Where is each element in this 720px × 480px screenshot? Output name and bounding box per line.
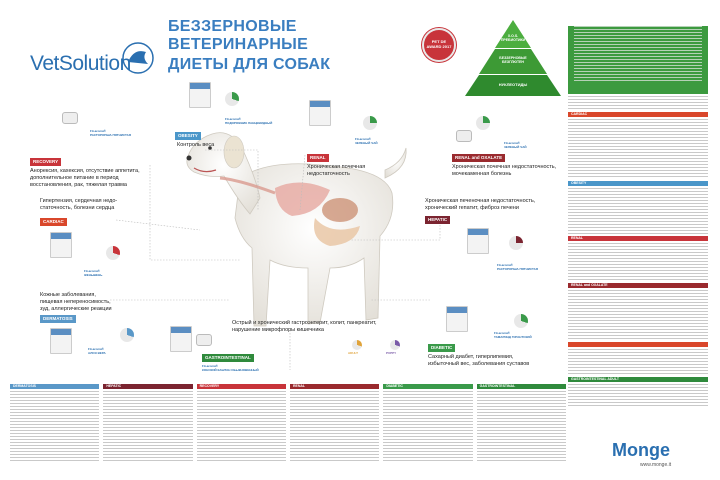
- diabetic-description: Сахарный диабет, гиперлипемия, избыточный вес, заболевания суставов: [428, 354, 530, 368]
- cardiac-label: CARDIAC: [40, 218, 67, 226]
- gastro-product-can: [196, 334, 212, 346]
- bottom-section-dermatosis-label: DERMATOSIS: [10, 384, 99, 389]
- right-panel-text: [568, 96, 708, 110]
- diabetic-product-bag: [446, 306, 468, 332]
- renal-pie-chart: [363, 116, 377, 130]
- obesity-feature: Fit-aroma® ПОДОРОЖНИК ЛАНЦЕВИДНЫЙ: [225, 117, 273, 125]
- monge-url: www.monge.it: [640, 462, 672, 468]
- dermatosis-description: Кожные заболевания, пищевая непереносимость, зуд, аллергические реакции: [40, 292, 112, 313]
- recovery-product-can: [62, 112, 78, 124]
- renal-oxalate-pie-chart: [476, 116, 490, 130]
- organ-liver: [322, 198, 358, 222]
- renal-oxalate-label: RENAL and OXALATE: [452, 154, 505, 162]
- renal-oxalate-product-can: [456, 130, 472, 142]
- diabetic-feature: Fit-aroma® ТАМАРИНД ГИГАНТСКИЙ: [494, 331, 532, 339]
- gastro-puppy-tag: PUPPY: [386, 351, 397, 355]
- dermatosis-pie-chart: [120, 328, 134, 342]
- pyramid-top-label: X.O.S. ПРЕБИОТИКИ: [500, 34, 526, 42]
- cardiac-feature: Fit-aroma® ЖЕНЬШЕНЬ: [84, 269, 103, 277]
- renal-oxalate-description: Хроническая почечная недостаточность, мочекаменная болезнь: [452, 164, 557, 178]
- bottom-section-diabetic: [383, 384, 472, 464]
- bottom-section-gastro-label: GASTROINTESTINAL: [477, 384, 566, 389]
- bottom-section-recovery: [197, 384, 286, 464]
- bottom-section-renal: [290, 384, 379, 464]
- brand-name: VetSolution: [30, 52, 131, 75]
- hepatic-description: Хроническая печеночная недостаточность, хронический гепатит, фиброз печени: [425, 198, 536, 212]
- gastro-feature: Fit-aroma® КОНСКИЙ КАШТАН ОБЫКНОВЕННЫЙ: [202, 364, 259, 372]
- diabetic-label: DIABETIC: [428, 344, 455, 352]
- recovery-description: Анорексия, кахексия, отсутствие аппетита, дополнительное питание в период восстановления, рак, тяжелая травма: [30, 168, 140, 189]
- title-line-2: ДИЕТЫ ДЛЯ СОБАК: [168, 56, 331, 73]
- award-seal: [422, 28, 456, 62]
- obesity-description: Контроль веса: [177, 142, 215, 148]
- dermatosis-product-bag: [50, 328, 72, 354]
- bottom-section-dermatosis: [10, 384, 99, 464]
- renal-feature: Fit-aroma® ЗЕЛЕНЫЙ ЧАЙ: [355, 137, 378, 145]
- obesity-product-bag: [189, 82, 211, 108]
- bottom-section-hepatic: [103, 384, 192, 464]
- side-section-obesity: OBESITY: [568, 181, 708, 186]
- gastro-label: GASTROINTESTINAL: [202, 354, 254, 362]
- obesity-pie-chart: [225, 92, 239, 106]
- bottom-info-strip: [10, 384, 566, 464]
- dermatosis-label: DERMATOSIS: [40, 315, 76, 323]
- title-line-1: БЕЗЗЕРНОВЫЕ ВЕТЕРИНАРНЫЕ: [168, 18, 309, 53]
- recovery-feature: Fit-aroma® РАСТОРОПША ПЯТНИСТАЯ: [90, 129, 132, 137]
- obesity-label: OBESITY: [175, 132, 201, 140]
- hepatic-product-bag: [467, 228, 489, 254]
- gastro-puppy-pie-chart: [390, 340, 400, 350]
- bottom-section-gastrointestinal: [477, 384, 566, 464]
- right-info-panel: [568, 20, 708, 408]
- diabetic-pie-chart: [514, 314, 528, 328]
- renal-label: RENAL: [307, 154, 329, 162]
- vetsolution-logo: [30, 40, 160, 80]
- bottom-section-diabetic-label: DIABETIC: [383, 384, 472, 389]
- renal-product-bag: [309, 100, 331, 126]
- renal-oxalate-feature: Fit-aroma® ЗЕЛЕНЫЙ ЧАЙ: [504, 141, 527, 149]
- right-panel-header: [568, 26, 708, 94]
- side-section-renal-oxalate: RENAL and OXALATE: [568, 283, 708, 288]
- bottom-section-recovery-label: RECOVERY: [197, 384, 286, 389]
- side-section-gastro-adult: GASTROINTESTINAL ADULT: [568, 377, 708, 382]
- page-title: [168, 18, 428, 74]
- hepatic-feature: Fit-aroma® РАСТОРОПША ПЯТНИСТАЯ: [497, 263, 539, 271]
- renal-description: Хроническая почечная недостаточность: [307, 164, 366, 178]
- monge-logo: Monge: [612, 440, 670, 460]
- cardiac-product-bag: [50, 232, 72, 258]
- gastro-description: Острый и хронический гастроэнтерит, колит, панкреатит, нарушение микрофлоры кишечника: [232, 320, 377, 334]
- benefits-pyramid: [463, 18, 563, 98]
- side-section-renal: RENAL: [568, 236, 708, 241]
- side-section-cardiac: CARDIAC: [568, 112, 708, 117]
- hepatic-label: HEPATIC: [425, 216, 450, 224]
- pyramid-bottom-label: НУКЛЕОТИДЫ: [498, 82, 528, 87]
- cardiac-description: Гипертензия, сердечная недо- статочность, болезни сердца: [40, 198, 118, 212]
- gastro-adult-pie-chart: [352, 340, 362, 350]
- pyramid-middle-label: БЕЗЗЕРНОВЫЕ БЕЗГЛЮТЕН: [499, 56, 527, 64]
- side-section-extra: [568, 342, 708, 347]
- recovery-label: RECOVERY: [30, 158, 61, 166]
- bottom-section-renal-label: RENAL: [290, 384, 379, 389]
- gastro-adult-tag: ADULT: [348, 351, 358, 355]
- hepatic-pie-chart: [509, 236, 523, 250]
- gastro-product-bag: [170, 326, 192, 352]
- award-seal-text: PET DE AWARD 2017: [426, 39, 452, 49]
- cardiac-pie-chart: [106, 246, 120, 260]
- dermatosis-feature: Fit-aroma® АЛОЭ ВЕРА: [88, 347, 106, 355]
- dog-illustration: [180, 118, 420, 348]
- bottom-section-hepatic-label: HEPATIC: [103, 384, 192, 389]
